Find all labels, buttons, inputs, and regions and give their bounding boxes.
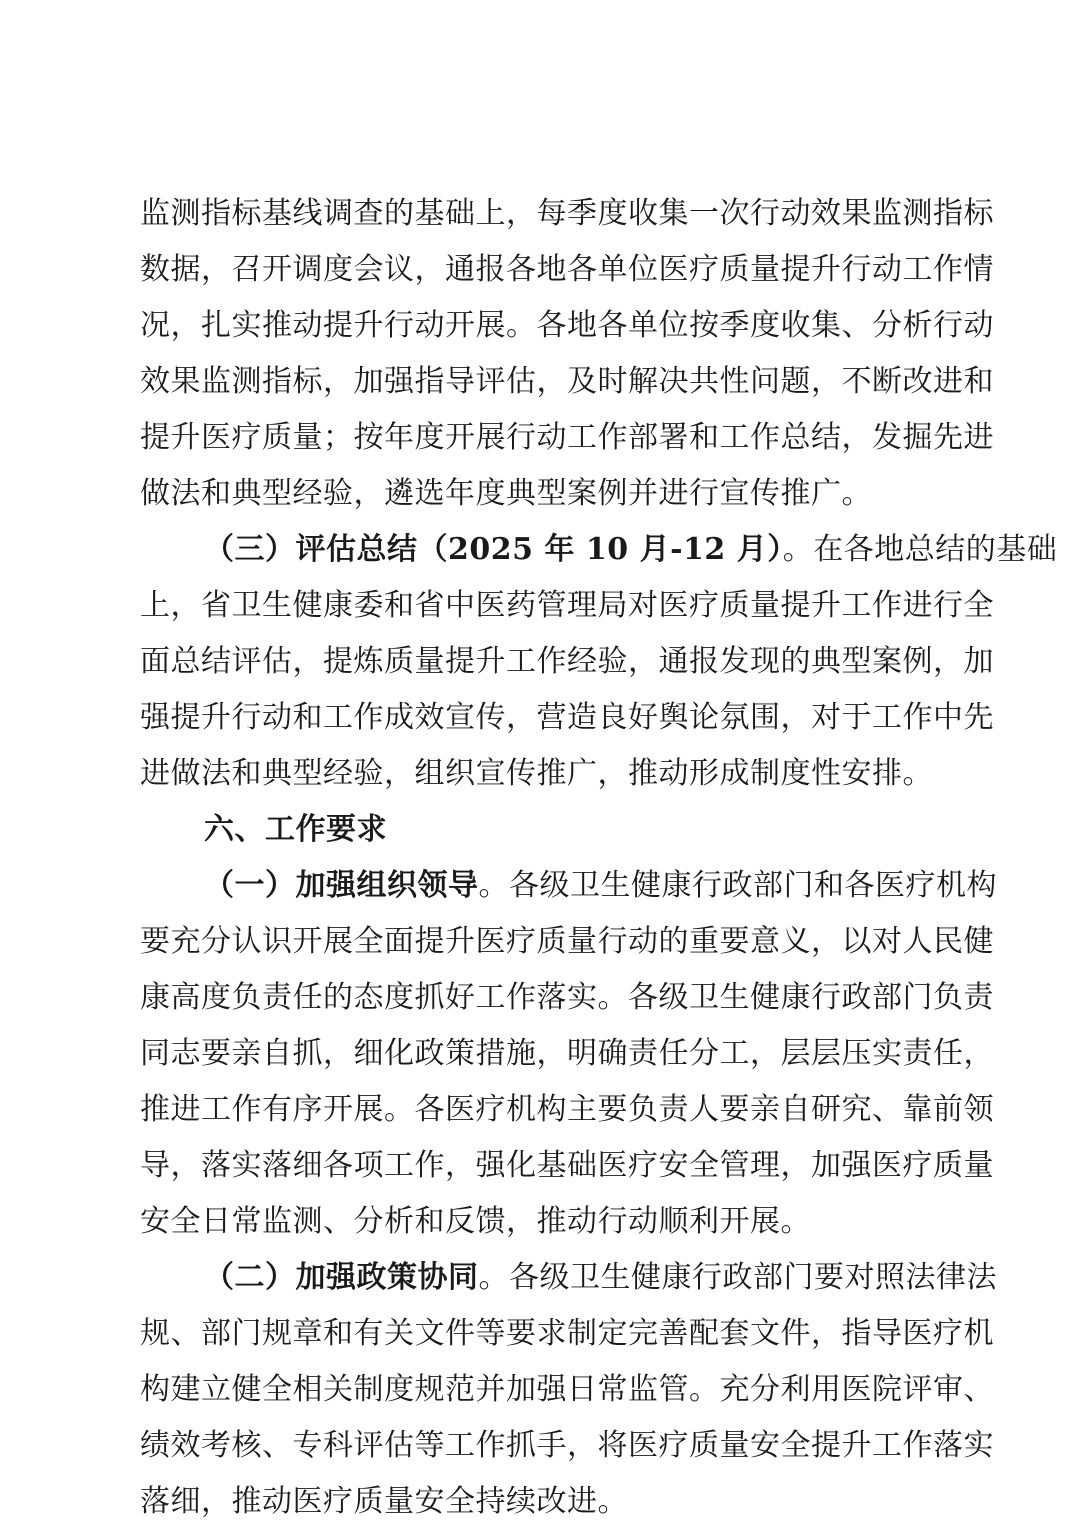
section-lead-policy: （二）加强政策协同 <box>204 1260 479 1295</box>
text-line: 导，落实落细各项工作，强化基础医疗安全管理，加强医疗质量 <box>140 1148 994 1183</box>
text-line <box>140 858 997 914</box>
text-line: 同志要亲自抓，细化政策措施，明确责任分工，层层压实责任， <box>140 1036 994 1071</box>
paragraph-policy-coordination <box>140 1250 997 1530</box>
text-line: 要充分认识开展全面提升医疗质量行动的重要意义，以对人民健 <box>140 924 994 959</box>
text-run: 。各级卫生健康行政部门和各医疗机构 <box>478 868 997 903</box>
text-line: 效果监测指标，加强指导评估，及时解决共性问题，不断改进和 <box>140 364 994 399</box>
section-lead-leadership: （一）加强组织领导 <box>204 868 479 903</box>
text-line: 提升医疗质量；按年度开展行动工作部署和工作总结，发掘先进 <box>140 420 994 455</box>
text-line: 规、部门规章和有关文件等要求制定完善配套文件，指导医疗机 <box>140 1316 994 1351</box>
section-heading: 六、工作要求 <box>204 812 387 847</box>
text-run: 。在各地总结的基础 <box>782 532 1058 567</box>
text-run: 。各级卫生健康行政部门要对照法律法 <box>478 1260 997 1295</box>
text-line: 做法和典型经验，遴选年度典型案例并进行宣传推广。 <box>140 476 872 511</box>
text-line: 构建立健全相关制度规范并加强日常监管。充分利用医院评审、 <box>140 1372 994 1407</box>
text-line: 推进工作有序开展。各医疗机构主要负责人要亲自研究、靠前领 <box>140 1092 994 1127</box>
document-page <box>140 186 1058 1530</box>
text-line: 安全日常监测、分析和反馈，推动行动顺利开展。 <box>140 1204 811 1239</box>
paragraph-organization-leadership <box>140 858 997 1250</box>
text-line: 数据，召开调度会议，通报各地各单位医疗质量提升行动工作情 <box>140 252 994 287</box>
text-line: 绩效考核、专科评估等工作抓手，将医疗质量安全提升工作落实 <box>140 1428 994 1463</box>
section-lead-evaluation: （三）评估总结（2025 年 10 月-12 月） <box>204 532 783 567</box>
paragraph-evaluation-summary <box>140 522 1058 802</box>
text-line: 面总结评估，提炼质量提升工作经验，通报发现的典型案例，加 <box>140 644 994 679</box>
text-line <box>140 1250 997 1306</box>
text-line: 上，省卫生健康委和省中医药管理局对医疗质量提升工作进行全 <box>140 588 994 623</box>
paragraph-monitoring <box>140 186 994 522</box>
text-line <box>140 522 1058 578</box>
text-line: 进做法和典型经验，组织宣传推广，推动形成制度性安排。 <box>140 756 933 791</box>
text-line: 监测指标基线调查的基础上，每季度收集一次行动效果监测指标 <box>140 196 994 231</box>
text-line: 况，扎实推动提升行动开展。各地各单位按季度收集、分析行动 <box>140 308 994 343</box>
text-line: 落细，推动医疗质量安全持续改进。 <box>140 1484 628 1519</box>
text-line: 康高度负责任的态度抓好工作落实。各级卫生健康行政部门负责 <box>140 980 994 1015</box>
text-line: 强提升行动和工作成效宣传，营造良好舆论氛围，对于工作中先 <box>140 700 994 735</box>
